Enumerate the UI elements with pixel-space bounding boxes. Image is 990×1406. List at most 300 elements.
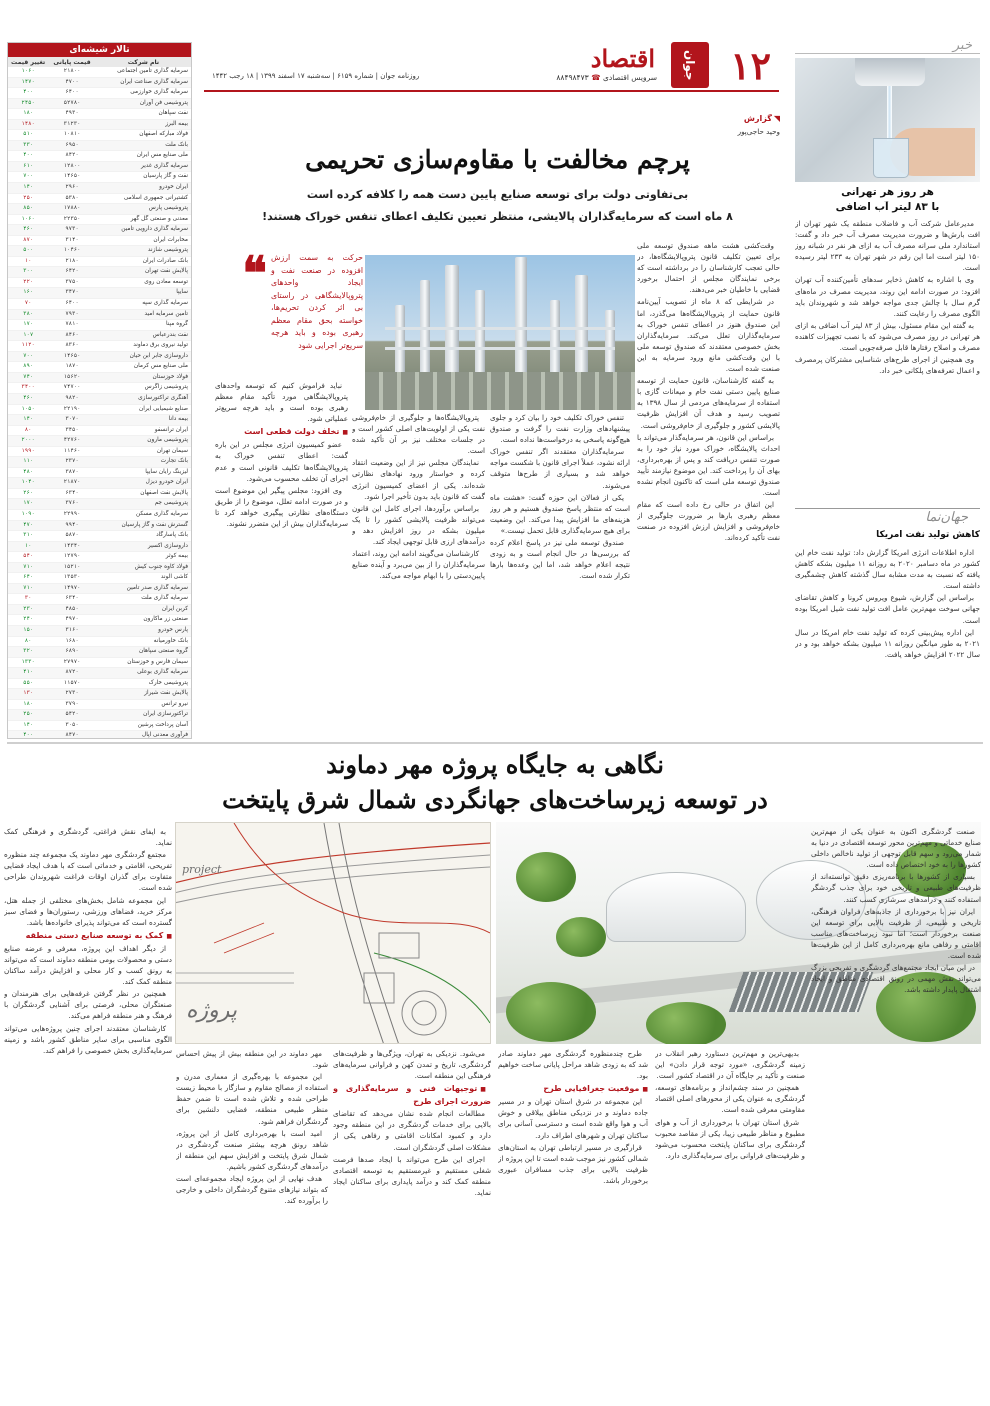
market-row: [8, 151, 191, 162]
market-row: [8, 446, 191, 457]
market-cell-change: ۱۷۰: [8, 499, 48, 510]
market-row: [8, 277, 191, 288]
market-cell-name: ایران خودرو دیزل: [96, 478, 191, 489]
market-cell-change: ۵۴۰: [8, 552, 48, 563]
water-tap-photo: [795, 58, 980, 182]
pull-quote: [215, 250, 363, 358]
subheading: ■ توجیهات فنی و سرمایه‌گذاری و ضرورت اجرای طرح: [333, 1083, 491, 1108]
market-row: [8, 204, 191, 215]
market-cell-price: ۶۳۴۰: [48, 594, 96, 605]
market-cell-name: فولاد مبارکه اصفهان: [96, 130, 191, 141]
paragraph: امید است با بهره‌برداری کامل از این پروژه، شاهد رونق هرچه بیشتر صنعت گردشگری در شمال شرق پایتخت و افزایش سهم این منطقه از درآمدهای گردشگری کشور باشیم.: [176, 1128, 328, 1171]
market-cell-name: توسعه معادن روی: [96, 277, 191, 288]
market-cell-change: ۲۶۰: [8, 488, 48, 499]
market-cell-price: ۳۴۵۰: [48, 425, 96, 436]
paragraph: وی افزود: مجلس پیگیر این موضوع است و در صورت ادامه تعلل، موضوع را از طریق دستگاه‌های نظارتی پیگیری خواهد کرد تا سرمایه‌گذاران بیش از این متضرر نشوند.: [215, 485, 348, 529]
paragraph: اداره اطلاعات انرژی امریکا گزارش داد: تولید نفت خام این کشور در ماه دسامبر ۲۰۲۰ به روزانه ۱۱ میلیون بشکه کاهش یافته که نسبت به مدت مشابه سال گذشته کاهش چشمگیری داشته است.: [795, 548, 980, 591]
paragraph: می‌شود. نزدیکی به تهران، ویژگی‌ها و ظرفیت‌های گردشگری، تاریخ و تمدن کهن و فراوانی سرمایه‌های فرهنگی این منطقه است.: [333, 1049, 491, 1081]
market-cell-price: ۲۳۷۰: [48, 457, 96, 468]
market-cell-change: ۱۴۰: [8, 183, 48, 194]
paragraph: وی با اشاره به کاهش ذخایر سدهای تأمین‌کننده آب تهران افزود: در صورت ادامه این روند، مدیریت مصرف در ماه‌های گرم سال با چالش جدی مواجه خواهد شد و شهروندان باید الگوی مصرف را رعایت کنند.: [795, 275, 980, 318]
market-cell-price: ۴۸۵۰: [48, 604, 96, 615]
market-cell-change: ۱۰۶۰: [8, 214, 48, 225]
market-cell-change: ۱۰۴۰: [8, 478, 48, 489]
market-cell-change: ۸۰: [8, 636, 48, 647]
paragraph: براساس این قانون، هر سرمایه‌گذار می‌تواند با احداث پالایشگاه، خوراک مورد نیاز خود را به صورت تنفس دریافت کند و پس از بهره‌برداری، بهای آن را پرداخت کند. این موضوع نیازمند تأیید صندوق توسعه ملی است که تاکنون انجام نشده است.: [637, 432, 780, 498]
market-header-price: قیمت پایانی: [48, 57, 96, 67]
market-cell-change: ۱۰۵۰: [8, 404, 48, 415]
paragraph: به گفته این مقام مسئول، بیش از ۸۳ لیتر آب اضافی به ازای هر تهرانی در روز مصرف می‌شود که با نصب تجهیزات کاهنده مصرف و اصلاح رفتارها قابل صرفه‌جویی است.: [795, 320, 980, 353]
market-cell-name: صنایع شیمیایی ایران: [96, 404, 191, 415]
market-cell-name: پتروشیمی خارک: [96, 678, 191, 689]
refinery-tower: [445, 265, 459, 375]
lead-column-1: [637, 240, 780, 735]
paragraph: براساس برآوردها، اجرای کامل این قانون می‌تواند ظرفیت پالایشی کشور را تا یک میلیون بشکه در روز افزایش دهد و درآمدهای ارزی قابل توجهی ایجاد کند.: [352, 503, 485, 547]
glass-shape: [873, 138, 909, 178]
market-row: [8, 225, 191, 236]
feature-column-4: [333, 1048, 491, 1401]
market-cell-change: ۴۶۰: [8, 225, 48, 236]
market-row: [8, 119, 191, 130]
market-cell-price: ۱۷۸۸۰: [48, 204, 96, 215]
market-cell-price: ۳۷۶۰: [48, 499, 96, 510]
paragraph: به ایفای نقش فراغتی، گردشگری و فرهنگی کمک نماید.: [4, 827, 172, 848]
news-section-label: خبر: [952, 40, 972, 53]
market-cell-change: ۴۸۰: [8, 467, 48, 478]
market-cell-change: ۸۵۰: [8, 204, 48, 215]
paragraph: مهر دماوند در این منطقه بیش از پیش احساس شود.: [176, 1049, 328, 1070]
refinery-pipe: [385, 327, 615, 330]
market-cell-change: ۲۵۰: [8, 710, 48, 721]
section-divider: [7, 742, 983, 744]
refinery-photo: [365, 255, 635, 410]
market-row: [8, 509, 191, 520]
market-cell-price: ۳۰۵۰: [48, 720, 96, 731]
market-row: [8, 246, 191, 257]
market-row: [8, 267, 191, 278]
market-cell-price: ۲۷۳۰: [48, 689, 96, 700]
market-row: [8, 583, 191, 594]
paragraph: همچنین در سند چشم‌انداز و برنامه‌های توسعه، گردشگری به عنوان یکی از محورهای اصلی اقتصاد مقاومتی معرفی شده است.: [655, 1083, 805, 1115]
service-line: [556, 73, 657, 82]
market-cell-change: ۱۳۳۰: [8, 657, 48, 668]
market-cell-change: ۸۷۰: [8, 235, 48, 246]
market-cell-change: ۳۲۰: [8, 647, 48, 658]
feature-column-6: [4, 826, 172, 1401]
market-row: [8, 499, 191, 510]
market-cell-price: ۲۲۳۵۰: [48, 214, 96, 225]
feature-headline-2: در توسعه زیرساخت‌های جهانگردی شمال شرق پایتخت: [222, 785, 768, 814]
market-cell-change: ۱۳۰: [8, 689, 48, 700]
market-row: [8, 699, 191, 710]
section-title: اقتصاد: [590, 44, 655, 73]
market-row: [8, 625, 191, 636]
market-cell-change: ۱۷۰: [8, 320, 48, 331]
market-cell-name: سرمایه گذاری خوارزمی: [96, 88, 191, 99]
market-cell-change: ۷۰: [8, 299, 48, 310]
paragraph: کارشناسان می‌گویند ادامه این روند، اعتماد سرمایه‌گذاران را از بین می‌برد و آینده صنایع پایین‌دستی را با ابهام مواجه می‌کند.: [352, 549, 485, 581]
market-row: [8, 88, 191, 99]
market-row: [8, 541, 191, 552]
building-roof: [606, 872, 746, 942]
market-cell-name: پتروشیمی فن آوران: [96, 98, 191, 109]
market-row: [8, 678, 191, 689]
refinery-pipe: [385, 347, 615, 350]
market-cell-price: ۷۹۳۰: [48, 309, 96, 320]
market-cell-name: نفت و گاز پارسیان: [96, 172, 191, 183]
market-cell-name: بیمه دانا: [96, 415, 191, 426]
lead-headline: پرچم مخالفت با مقاوم‌سازی تحریمی: [305, 145, 690, 174]
feature-column-1: [811, 826, 981, 1401]
market-row: [8, 362, 191, 373]
market-cell-change: ۷۱۰: [8, 583, 48, 594]
tree-shape: [506, 982, 596, 1042]
issue-info: روزنامه جوان | شماره ۶۱۵۹ | سه‌شنبه ۱۷ اسفند ۱۳۹۹ | ۱۸ رجب ۱۴۴۲: [212, 72, 420, 80]
masthead-rule: [204, 90, 779, 92]
market-cell-name: سرمایه گذاری بوعلی: [96, 668, 191, 679]
market-cell-price: ۳۴۷۰: [48, 288, 96, 299]
market-row: [8, 404, 191, 415]
market-row: [8, 351, 191, 362]
market-cell-name: بانک ملت: [96, 140, 191, 151]
refinery-tower: [475, 290, 485, 375]
water-article: [795, 218, 980, 505]
market-row: [8, 172, 191, 183]
market-cell-name: لیزینگ رایان سایپا: [96, 467, 191, 478]
market-cell-price: ۸۷۲۰: [48, 668, 96, 679]
refinery-tower: [550, 300, 560, 375]
market-row: [8, 457, 191, 468]
market-cell-price: ۸۴۶۰: [48, 330, 96, 341]
market-cell-change: ۳۰: [8, 594, 48, 605]
market-cell-name: صنعتی زر ماکارون: [96, 615, 191, 626]
plan-label-persian: پروژه: [186, 998, 238, 1023]
market-cell-name: ایران ترانسفو: [96, 425, 191, 436]
paragraph: این مجموعه شامل بخش‌های مختلفی از جمله هتل، مرکز خرید، فضاهای ورزشی، رستوران‌ها و فضای سبز گسترده است که می‌تواند پذیرای خانواده‌ها باشد.: [4, 895, 172, 927]
market-cell-name: پالایش نفت تهران: [96, 267, 191, 278]
market-cell-price: ۱۰۴۶۰: [48, 246, 96, 257]
market-cell-price: ۹۹۴۰: [48, 520, 96, 531]
market-cell-change: ۱۰۶۰: [8, 67, 48, 77]
market-cell-name: بانک پاسارگاد: [96, 531, 191, 542]
market-cell-price: ۴۹۳۰: [48, 109, 96, 120]
market-cell-change: ۱۰۷: [8, 330, 48, 341]
author-name: وحید حاجی‌پور: [737, 127, 780, 136]
water-stream-shape: [887, 86, 892, 141]
lead-column-4: [215, 380, 348, 735]
market-row: [8, 488, 191, 499]
market-cell-name: کشتیرانی جمهوری اسلامی: [96, 193, 191, 204]
market-cell-change: ۱۱۰: [8, 457, 48, 468]
market-cell-name: پالایش نفت شیراز: [96, 689, 191, 700]
market-cell-price: ۱۰۸۱۰: [48, 130, 96, 141]
market-cell-name: فولاد خوزستان: [96, 372, 191, 383]
market-cell-price: ۳۱۴۰: [48, 235, 96, 246]
market-row: [8, 77, 191, 88]
stock-market-table: [7, 42, 192, 739]
paragraph: وی همچنین از اجرای طرح‌های شناسایی مشترکان پرمصرف و اعمال تعرفه‌های پلکانی خبر داد.: [795, 355, 980, 376]
paragraph: قرارگیری در مسیر ارتباطی تهران به استان‌های شمالی کشور نیز موجب شده است تا این پروژه از ظرفیت بالایی برای جذب مسافران عبوری برخوردار باشد.: [498, 1142, 648, 1185]
market-cell-price: ۵۲۷۸۰: [48, 98, 96, 109]
market-row: [8, 140, 191, 151]
market-cell-change: ۴۰۰: [8, 151, 48, 162]
market-cell-price: ۷۴۷۰۰: [48, 383, 96, 394]
market-cell-name: آسان پرداخت پرشین: [96, 720, 191, 731]
paragraph: مطالعات انجام شده نشان می‌دهد که تقاضای بالایی برای خدمات گردشگری در این منطقه وجود دارد و کمبود امکانات اقامتی و رفاهی یکی از مشکلات اصلی گردشگران است.: [333, 1109, 491, 1152]
market-row: [8, 109, 191, 120]
market-cell-change: ۳۸۰: [8, 309, 48, 320]
market-row: [8, 130, 191, 141]
market-cell-price: ۹۷۳۰: [48, 225, 96, 236]
market-row: [8, 478, 191, 489]
market-rows: [8, 67, 191, 739]
market-row: [8, 415, 191, 426]
market-cell-change: ۱۶۰: [8, 288, 48, 299]
market-cell-change: ۱۸۰: [8, 109, 48, 120]
market-row: [8, 467, 191, 478]
market-cell-change: ۱۰۹۰: [8, 509, 48, 520]
market-cell-name: گسترش نفت و گاز پارسیان: [96, 520, 191, 531]
market-cell-name: پتروشیمی جم: [96, 499, 191, 510]
market-cell-change: ۱۰: [8, 541, 48, 552]
paragraph: ایران نیز با برخورداری از جاذبه‌های فراوان فرهنگی، تاریخی و طبیعی، از ظرفیت بالایی برای توسعه این صنعت برخوردار است؛ اما نبود زیرساخت‌های مناسب اقامتی و رفاهی مانع بهره‌برداری کامل از این ظرفیت‌ها شده است.: [811, 906, 981, 961]
market-cell-name: تراکتورسازی ایران: [96, 710, 191, 721]
market-cell-price: ۱۸۷۰: [48, 362, 96, 373]
paragraph: تنفس خوراک تکلیف خود را بیان کرد و جلوی پیشنهادهای وزارت نفت را گرفت و صندوق هیچ‌گونه پاسخی به درخواست‌ها نداده است.: [490, 413, 630, 445]
market-cell-change: ۲۴۵۰: [8, 98, 48, 109]
market-cell-price: ۶۴۲۰: [48, 267, 96, 278]
market-cell-change: ۲۲۰: [8, 277, 48, 288]
paragraph: همچنین در نظر گرفتن غرفه‌هایی برای هنرمندان و صنعتگران محلی، فرصتی برای آشنایی گردشگران با فرهنگ و هنر منطقه فراهم می‌کند.: [4, 989, 172, 1021]
market-cell-price: ۶۹۵۰: [48, 140, 96, 151]
market-cell-name: سیمان فارس و خوزستان: [96, 657, 191, 668]
paragraph: در این میان ایجاد مجتمع‌های گردشگری و تفریحی بزرگ می‌تواند نقش مهمی در رونق اقتصادی مناطق و ایجاد اشتغال پایدار داشته باشد.: [811, 963, 981, 995]
market-cell-price: ۲۲۱۹۰: [48, 404, 96, 415]
market-row: [8, 214, 191, 225]
feature-column-2: [655, 1048, 805, 1401]
market-row: [8, 657, 191, 668]
market-cell-name: کاشی الوند: [96, 573, 191, 584]
refinery-ground: [365, 372, 635, 410]
market-cell-price: ۳۷۵۰: [48, 277, 96, 288]
market-cell-name: گروه صنعتی سپاهان: [96, 647, 191, 658]
service-phone: ۸۸۴۹۸۴۷۳: [556, 73, 589, 82]
market-cell-name: سرمایه گذاری مسکن: [96, 509, 191, 520]
subheading: ■ کمک به توسعه صنایع دستی منطقه: [4, 930, 172, 943]
world-section-label: جهان‌نما: [925, 510, 968, 525]
market-cell-price: ۱۲۸۰۰: [48, 161, 96, 172]
tree-shape: [516, 852, 576, 902]
lead-column-2: [490, 412, 630, 735]
paragraph: اجرای این طرح می‌تواند با ایجاد صدها فرصت شغلی مستقیم و غیرمستقیم به توسعه اقتصادی منطقه کمک کند و درآمد پایداری برای ساکنان ایجاد نماید.: [333, 1154, 491, 1197]
paragraph: وقت‌کشی هشت ماهه صندوق توسعه ملی برای تعیین تکلیف قانون پتروپالایشگاه‌ها، در حالی تعجب کارشناسان را در برداشته است که برخی نمایندگان مجلس از احتمال برخورد قضایی با خاطیان خبر می‌دهند.: [637, 241, 780, 295]
market-row: [8, 720, 191, 731]
market-cell-name: پتروشیمی شازند: [96, 246, 191, 257]
market-cell-price: ۱۴۹۷۰: [48, 583, 96, 594]
market-cell-price: ۸۴۲۰: [48, 151, 96, 162]
faucet-shape: [855, 58, 925, 86]
paragraph: کارشناسان معتقدند اجرای چنین پروژه‌هایی می‌تواند الگوی مناسبی برای سایر مناطق کشور باشد و زمینه سرمایه‌گذاری بخش خصوصی را فراهم کند.: [4, 1023, 172, 1055]
market-row: [8, 309, 191, 320]
paragraph: شرق استان تهران با برخورداری از آب و هوای مطبوع و مناظر طبیعی زیبا، یکی از مقاصد محبوب گردشگری برای ساکنان پایتخت محسوب می‌شود و ظرفیت‌های فراوانی برای سرمایه‌گذاری دارد.: [655, 1117, 805, 1160]
market-row: [8, 615, 191, 626]
market-cell-price: ۴۷۰۰: [48, 77, 96, 88]
paragraph: سرمایه‌گذاران معتقدند اگر تنفس خوراک ارائه نشود، عملاً اجرای قانون با شکست مواجه خواهد شد و بسیاری از طرح‌ها متوقف می‌شوند.: [490, 447, 630, 490]
feature-column-3: [498, 1048, 648, 1401]
market-cell-price: ۵۴۲۰: [48, 710, 96, 721]
market-cell-name: فرآوری معدنی اپال: [96, 731, 191, 739]
market-cell-price: ۱۴۶۵۰: [48, 172, 96, 183]
market-cell-change: ۲۳۰: [8, 604, 48, 615]
market-cell-name: معدنی و صنعتی گل گهر: [96, 214, 191, 225]
market-row: [8, 98, 191, 109]
market-cell-name: ملی صنایع مس ایران: [96, 151, 191, 162]
market-cell-name: پتروشیمی مارون: [96, 436, 191, 447]
market-cell-price: ۱۲۷۹۰: [48, 552, 96, 563]
market-cell-name: سایپا: [96, 288, 191, 299]
paragraph: هدف نهایی از این پروژه ایجاد مجموعه‌ای است که بتواند نیازهای متنوع گردشگران داخلی و خارجی را برآورده کند.: [176, 1174, 328, 1206]
market-row: [8, 647, 191, 658]
market-cell-price: ۳۷۹۰: [48, 699, 96, 710]
market-row: [8, 425, 191, 436]
market-cell-change: ۴۰۰: [8, 88, 48, 99]
market-cell-price: ۳۰۷۰: [48, 415, 96, 426]
market-cell-price: ۴۲۷۶۰: [48, 436, 96, 447]
market-cell-price: ۸۴۷۰: [48, 731, 96, 739]
market-cell-name: سرمایه گذاری غدیر: [96, 161, 191, 172]
market-cell-price: ۲۲۹۹۰: [48, 509, 96, 520]
market-cell-change: ۳۳۰: [8, 140, 48, 151]
report-kicker: ◥ گزارش: [708, 114, 780, 126]
market-cell-change: ۴۶۰: [8, 393, 48, 404]
page-number: ۱۲: [730, 43, 771, 88]
market-cell-change: ۳۱۰: [8, 531, 48, 542]
market-row: [8, 330, 191, 341]
paragraph: نمایندگان مجلس نیز از این وضعیت انتقاد کرده و خواستار ورود نهادهای نظارتی شده‌اند. یکی از اعضای کمیسیون انرژی گفت که قانون باید بدون تأخیر اجرا شود.: [352, 458, 485, 501]
market-cell-name: سرمایه گذاری صدر تامین: [96, 583, 191, 594]
market-cell-price: ۲۹۶۰: [48, 183, 96, 194]
market-cell-change: ۳۴۰۰: [8, 383, 48, 394]
market-cell-name: نفت سپاهان: [96, 109, 191, 120]
market-row: [8, 573, 191, 584]
market-cell-price: ۱۳۵۳۰: [48, 573, 96, 584]
world-article: [795, 547, 980, 737]
market-cell-change: ۵۵۰: [8, 678, 48, 689]
market-cell-price: ۶۸۹۰: [48, 647, 96, 658]
market-cell-name: داروسازی اکسیر: [96, 541, 191, 552]
market-cell-name: ایران خودرو: [96, 183, 191, 194]
market-cell-change: ۷۱۰: [8, 562, 48, 573]
market-cell-change: ۲۴۰: [8, 615, 48, 626]
paragraph: صنعت گردشگری اکنون به عنوان یکی از مهم‌ترین صنایع خدماتی و مهم‌ترین محور توسعه اقتصادی در دنیا به شمار می‌رود و سهم قابل توجهی از تولید ناخالص داخلی کشورها را به خود اختصاص داده است.: [811, 827, 981, 870]
feature-column-5: [176, 1048, 328, 1401]
market-cell-name: سرمایه گذاری تامین اجتماعی: [96, 67, 191, 77]
market-cell-name: پارس خودرو: [96, 625, 191, 636]
market-cell-name: سیمان تهران: [96, 446, 191, 457]
market-row: [8, 341, 191, 352]
market-cell-price: ۲۱۸۷۰: [48, 478, 96, 489]
market-cell-name: بانک صادرات ایران: [96, 256, 191, 267]
market-row: [8, 393, 191, 404]
market-header-name: نام شرکت: [96, 57, 191, 67]
market-cell-change: ۱۸۰: [8, 699, 48, 710]
quote-mark-icon: ❝: [242, 250, 267, 300]
paragraph: پتروپالایشگاه‌ها و جلوگیری از خام‌فروشی نفت یکی از اولویت‌های اصلی کشور است و در جلسات مختلف نیز بر آن تأکید شده است.: [352, 413, 485, 456]
paragraph: این مجموعه در شرق استان تهران و در مسیر جاده دماوند و در نزدیکی مناطق ییلاقی و خوش آب و هوا واقع شده است و دسترسی آسانی برای ساکنان تهران و شهرهای اطراف دارد.: [498, 1097, 648, 1140]
market-cell-change: ۶۱۰: [8, 161, 48, 172]
lead-column-3: [352, 412, 485, 735]
market-cell-price: ۱۴۳۴۰: [48, 541, 96, 552]
market-cell-name: سرمایه گذاری صناعت ایران: [96, 77, 191, 88]
site-plan-drawing: [175, 822, 491, 1044]
market-cell-name: پالایش نفت اصفهان: [96, 488, 191, 499]
market-cell-change: ۵۰۰: [8, 246, 48, 257]
market-row: [8, 520, 191, 531]
subheading: ■ موقعیت جغرافیایی طرح: [498, 1083, 648, 1096]
market-cell-price: ۲۱۸۰۰: [48, 67, 96, 77]
water-headline-2: با ۸۳ لیتر آب اضافی: [835, 201, 940, 213]
market-row: [8, 320, 191, 331]
market-cell-name: بانک تجارت: [96, 457, 191, 468]
news-section-header: [795, 40, 980, 54]
world-headline: کاهش تولید نفت امریکا: [876, 530, 980, 540]
market-row: [8, 183, 191, 194]
market-row: [8, 372, 191, 383]
market-header-change: تغییر قیمت: [8, 57, 48, 67]
market-cell-name: کربن ایران: [96, 604, 191, 615]
paragraph: مجتمع گردشگری مهر دماوند یک مجموعه چند منظوره تفریحی، اقامتی و خدماتی است که با هدف ایجاد فضایی متفاوت برای گذران اوقات فراغت شهروندان طراحی شده است.: [4, 850, 172, 893]
market-cell-name: گروه مپنا: [96, 320, 191, 331]
market-cell-name: سرمایه گذاری دارویی تامین: [96, 225, 191, 236]
market-row: [8, 383, 191, 394]
subheading: ■ تخلف دولت قطعی است: [215, 426, 348, 439]
market-cell-name: نفت بندرعباس: [96, 330, 191, 341]
market-cell-price: ۲۱۸۰: [48, 256, 96, 267]
market-cell-name: بانک خاورمیانه: [96, 636, 191, 647]
paragraph: به گفته کارشناسان، قانون حمایت از توسعه صنایع پایین دستی نفت خام و میعانات گازی با استفاده از سرمایه‌های مردمی از سال ۱۳۹۸ به تصویب رسید و هدف آن افزایش ظرفیت پالایشی کشور و جلوگیری از خام‌فروشی است.: [637, 376, 780, 430]
market-row: [8, 436, 191, 447]
market-cell-price: ۶۴۰۰: [48, 299, 96, 310]
market-cell-change: ۴۰۰: [8, 731, 48, 739]
refinery-tower: [395, 305, 405, 375]
market-cell-change: ۷۰۰: [8, 172, 48, 183]
market-row: [8, 604, 191, 615]
market-cell-price: ۱۶۸۰: [48, 636, 96, 647]
market-row: [8, 731, 191, 739]
market-cell-change: ۱۵۰: [8, 625, 48, 636]
market-cell-change: ۲۰۰۰: [8, 436, 48, 447]
market-cell-change: ۳۰۰: [8, 267, 48, 278]
paragraph: عضو کمیسیون انرژی مجلس در این باره گفت: اعطای تنفس خوراک به پتروپالایشگاه‌ها تکلیف قانونی است و عدم اجرای آن تخلف محسوب می‌شود.: [215, 440, 348, 483]
market-cell-change: ۸۹۰: [8, 362, 48, 373]
market-cell-name: مخابرات ایران: [96, 235, 191, 246]
market-cell-change: ۷۴۰: [8, 372, 48, 383]
paragraph: یکی از فعالان این حوزه گفت: «هشت ماه است که منتظر پاسخ صندوق هستیم و هر روز هزینه‌های ما افزایش پیدا می‌کند. این وضعیت برای هیچ سرمایه‌گذاری قابل تحمل نیست.»: [490, 492, 630, 535]
market-cell-price: ۸۳۶۰: [48, 341, 96, 352]
market-cell-price: ۴۹۷۰: [48, 615, 96, 626]
market-cell-price: ۳۸۷۰: [48, 467, 96, 478]
market-cell-change: ۱۰: [8, 256, 48, 267]
feature-headline-1: نگاهی به جایگاه پروژه مهر دماوند: [326, 750, 664, 779]
market-row: [8, 67, 191, 77]
newspaper-logo: جوان: [671, 42, 709, 88]
paragraph: از دیگر اهداف این پروژه، معرفی و عرضه صنایع دستی و محصولات بومی منطقه دماوند است که می‌تواند به رونق کسب و کار محلی و افزایش درآمد ساکنان منطقه کمک کند.: [4, 943, 172, 987]
market-cell-change: ۴۱۰: [8, 668, 48, 679]
market-row: [8, 161, 191, 172]
market-cell-price: ۱۱۴۶۰: [48, 446, 96, 457]
page-masthead: [204, 40, 779, 92]
market-cell-change: ۸۰: [8, 425, 48, 436]
